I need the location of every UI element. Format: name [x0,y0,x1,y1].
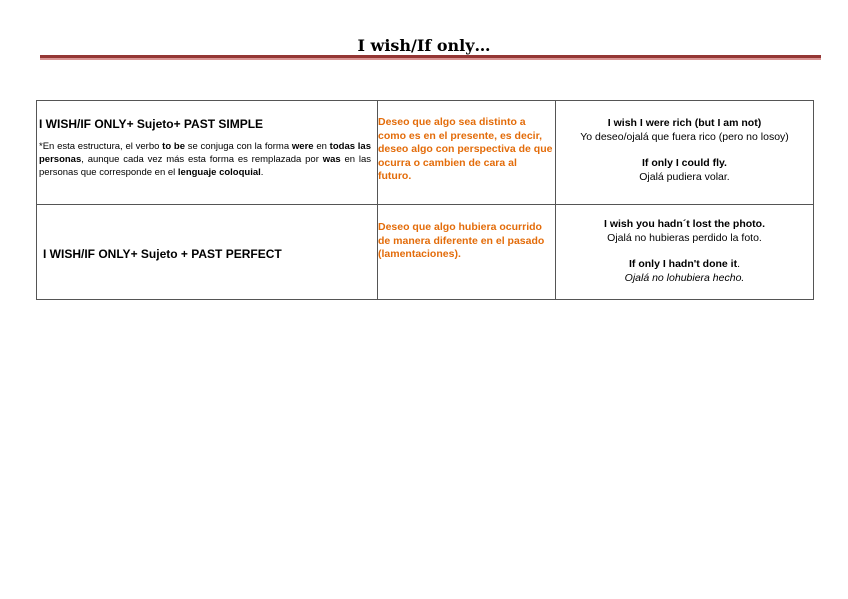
examples-cell [556,205,814,300]
title-underline-shadow [40,58,821,60]
example-english: If only I could fly. [642,157,727,169]
meaning-cell [378,205,556,300]
example-english: If only I hadn't done it [629,258,738,270]
meaning-cell [378,101,556,205]
page-title: I wish/If only… [357,36,491,55]
examples-cell [556,101,814,205]
meaning-text: Deseo que algo hubiera ocurrido de manera diferente en el pasado (lamentaciones). [378,221,545,260]
grammar-table [36,100,814,300]
table-row [37,101,814,205]
example-spanish: Ojalá pudiera volar. [639,170,730,183]
structure-cell [37,205,378,300]
example-spanish: Yo deseo/ojalá que fuera rico (pero no losoy) [580,130,789,143]
example-english: I wish you hadn´t lost the photo. [604,218,765,230]
example-english-period: . [737,258,740,270]
example-spanish: Ojalá no hubieras perdido la foto. [607,231,762,244]
meaning-text: Deseo que algo sea distinto a como es en el presente, es decir, deseo algo con perspectiva de que ocurra o cambien de cara al futuro. [378,116,553,182]
structure-formula: I WISH/IF ONLY+ Sujeto+ PAST SIMPLE [39,117,264,131]
structure-note: *En esta estructura, el verbo to be se conjuga con la forma were en todas las personas, aunque cada vez más esta forma es remplazada por was en las personas que corresponde en el lenguaje coloquial. [39,141,371,178]
example-english: I wish I were rich (but I am not) [607,117,762,129]
structure-formula: I WISH/IF ONLY+ Sujeto + PAST PERFECT [43,247,282,261]
example-spanish: Ojalá no lohubiera hecho. [624,271,745,284]
table-row [37,205,814,300]
structure-cell [37,101,378,205]
